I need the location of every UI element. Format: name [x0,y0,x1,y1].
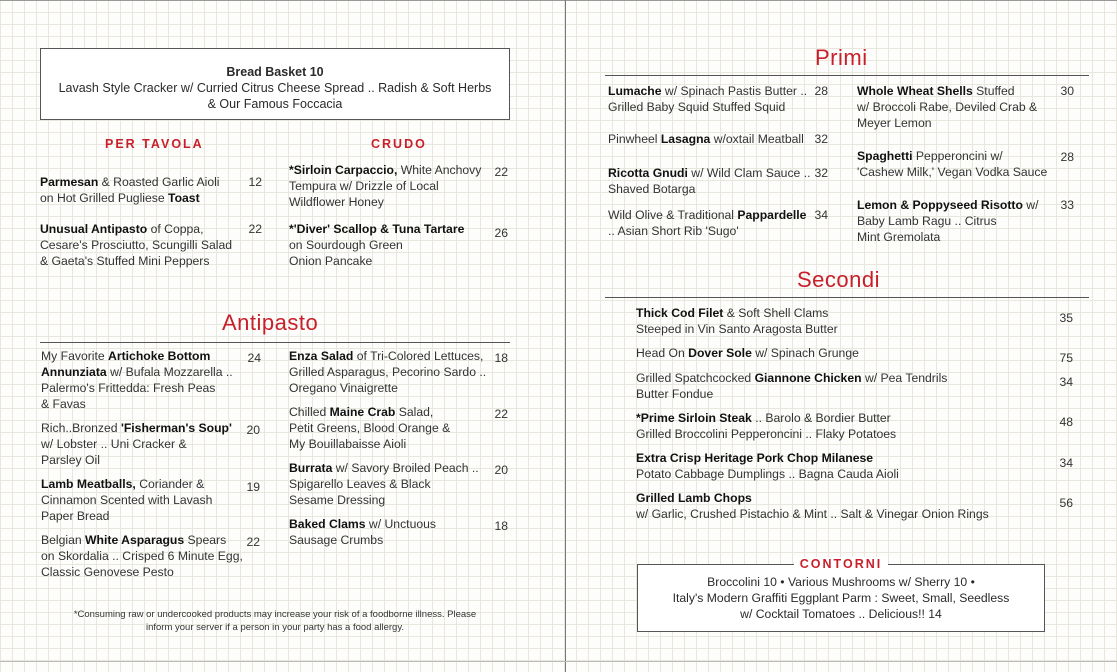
item-price: 22 [248,222,262,236]
bottom-rule [0,661,1117,662]
bread-basket-title: Bread Basket 10 [226,65,324,79]
menu-item [636,490,1036,522]
item-name: Lumache [608,84,662,98]
contorni-heading: CONTORNI [794,557,888,571]
item-desc: Tempura w/ Drizzle of Local [289,179,439,193]
menu-item [608,131,818,147]
item-desc: Sesame Dressing [289,493,386,507]
item-name: White Asparagus [85,533,185,547]
item-desc: Baby Lamb Ragu .. Citrus [857,214,997,228]
contorni-heading-wrap [638,556,1044,572]
item-desc: My Bouillabaisse Aioli [289,437,407,451]
menu-item [40,174,245,206]
divider [40,342,510,343]
item-name: Lamb Meatballs, [41,477,136,491]
item-name: Ricotta Gnudi [608,166,688,180]
item-desc: Belgian [41,533,86,547]
item-name: Giannone Chicken [754,371,862,385]
item-price: 56 [1059,496,1073,510]
item-desc: Spears [184,533,227,547]
menu-item [41,476,246,524]
item-desc: Salad, [395,405,434,419]
item-desc: w/ Wild Clam Sauce .. [687,166,811,180]
item-desc: Mint Gremolata [857,230,941,244]
item-desc: of Tri-Colored Lettuces, [353,349,484,363]
item-name: Baked Clams [289,517,366,531]
item-price: 18 [494,519,508,533]
contorni-line: w/ Cocktail Tomatoes .. Delicious!! 14 [740,607,942,621]
menu-item [40,221,245,269]
item-desc: on Hot Grilled Pugliese [40,191,169,205]
allergy-footnote [40,608,510,634]
menu-item [608,165,813,197]
item-name: Parmesan [40,175,99,189]
item-price: 20 [494,463,508,477]
item-desc: Petit Greens, Blood Orange & [289,421,451,435]
item-desc: Steeped in Vin Santo Aragosta Butter [636,322,838,336]
menu-item [608,207,818,239]
item-desc: Pepperoncini w/ [912,149,1003,163]
item-desc-bold: Toast [168,191,200,205]
item-price: 28 [814,84,828,98]
item-name: Lasagna [660,132,711,146]
item-desc: Meyer Lemon [857,116,932,130]
menu-item [289,404,494,452]
antipasto-heading: Antipasto [222,310,319,335]
item-desc: w/ Garlic, Crushed Pistachio & Mint .. Salt & Vinegar Onion Rings [636,507,989,521]
item-desc: Grilled Baby Squid Stuffed Squid [608,100,786,114]
item-name: Artichoke Bottom [108,349,211,363]
item-desc: Parsley Oil [41,453,100,467]
item-price: 33 [1060,198,1074,212]
menu-item [608,83,813,115]
item-desc: Wildflower Honey [289,195,384,209]
bread-basket-desc: & Our Famous Foccacia [207,97,343,111]
menu-item [289,162,489,210]
item-name: Pappardelle [737,208,807,222]
item-name: Spaghetti [857,149,913,163]
contorni-box [637,557,1045,632]
item-desc: Pinwheel [608,132,661,146]
item-desc: & Favas [41,397,86,411]
item-price: 30 [1060,84,1074,98]
item-price: 34 [814,208,828,222]
item-desc: & Roasted Garlic Aioli [98,175,220,189]
item-desc: Stuffed [972,84,1015,98]
item-desc: Coriander & [135,477,205,491]
item-desc: w/ Savory Broiled Peach .. [332,461,479,475]
item-price: 32 [814,166,828,180]
per-tavola-heading: PER TAVOLA [105,137,204,151]
crudo-heading: CRUDO [371,137,427,151]
item-desc: w/oxtail Meatball [710,132,804,146]
item-name: Whole Wheat Shells [857,84,973,98]
item-name: *Prime Sirloin Steak [636,411,752,425]
item-desc: Wild Olive & Traditional [608,208,738,222]
primi-heading: Primi [815,45,868,70]
item-name: Annunziata [41,365,107,379]
item-desc: Grilled Spatchcocked [636,371,755,385]
item-name: *'Diver' Scallop & Tuna Tartare [289,222,465,236]
item-desc: Chilled [289,405,330,419]
menu-item [636,345,1026,361]
item-name: Lemon & Poppyseed Risotto [857,198,1023,212]
secondi-heading: Secondi [797,267,881,292]
item-desc: Rich..Bronzed [41,421,121,435]
item-desc: w/ Unctuous [365,517,436,531]
item-name: Burrata [289,461,333,475]
item-desc: w/ Pea Tendrils [861,371,948,385]
item-name: *Sirloin Carpaccio, [289,163,398,177]
item-name: Dover Sole [688,346,752,360]
item-name: 'Fisherman's Soup' [120,421,232,435]
page-fold [565,0,566,672]
item-name: Thick Cod Filet [636,306,724,320]
item-price: 18 [494,351,508,365]
item-name: Grilled Lamb Chops [636,491,752,505]
item-price: 12 [248,175,262,189]
item-name: Extra Crisp Heritage Pork Chop Milanese [636,451,874,465]
footnote-line: inform your server if a person in your party has a food allergy. [145,622,405,633]
item-desc: My Favorite [41,349,109,363]
item-desc: Shaved Botarga [608,182,696,196]
menu-item [41,420,246,468]
item-desc: Sausage Crumbs [289,533,384,547]
footnote-line: *Consuming raw or undercooked products may increase your risk of a foodborne illness. Please [73,609,477,620]
menu-item [289,516,494,548]
item-desc: & Soft Shell Clams [723,306,829,320]
item-desc: w/ Bufala Mozzarella .. [106,365,233,379]
item-price: 35 [1059,311,1073,325]
item-desc: Spigarello Leaves & Black [289,477,431,491]
item-price: 22 [494,165,508,179]
item-desc: .. Asian Short Rib 'Sugo' [608,224,739,238]
item-desc: Cesare's Prosciutto, Scungilli Salad [40,238,233,252]
item-desc: on Skordalia .. Crisped 6 Minute Egg, [41,549,243,563]
item-price: 19 [246,480,260,494]
item-desc: w/ Spinach Pastis Butter .. [661,84,808,98]
menu-item [857,148,1052,180]
menu-item [41,348,246,412]
item-desc: & Gaeta's Stuffed Mini Peppers [40,254,210,268]
item-desc: w/ [1022,198,1039,212]
item-desc: Head On [636,346,689,360]
item-desc: White Anchovy [397,163,482,177]
contorni-line: Broccolini 10 • Various Mushrooms w/ Sherry 10 • [707,575,975,589]
bread-basket-box [40,48,510,120]
divider [605,297,1089,298]
top-rule [0,0,1117,1]
item-desc: Potato Cabbage Dumplings .. Bagna Cauda Aioli [636,467,899,481]
divider [605,75,1089,76]
menu-item [857,197,1052,245]
item-price: 26 [494,226,508,240]
item-name: Unusual Antipasto [40,222,148,236]
item-desc: Classic Genovese Pesto [41,565,174,579]
item-desc: Cinnamon Scented with Lavash [41,493,213,507]
menu-item [636,450,1026,482]
item-name: Maine Crab [329,405,396,419]
item-desc: Butter Fondue [636,387,714,401]
item-desc: .. Barolo & Bordier Butter [751,411,891,425]
menu-item [41,532,251,580]
item-price: 75 [1059,351,1073,365]
item-name: Enza Salad [289,349,354,363]
contorni-line: Italy's Modern Graffiti Eggplant Parm : Sweet, Small, Seedless [672,591,1010,605]
item-desc: on Sourdough Green [289,238,403,252]
item-price: 28 [1060,150,1074,164]
item-desc: Grilled Broccolini Pepperoncini .. Flaky Potatoes [636,427,897,441]
item-price: 22 [246,535,260,549]
item-price: 48 [1059,415,1073,429]
item-desc: Oregano Vinaigrette [289,381,398,395]
item-price: 32 [814,132,828,146]
item-price: 20 [246,423,260,437]
menu-item [636,370,1026,402]
menu-item [289,460,494,508]
item-desc: w/ Spinach Grunge [751,346,859,360]
item-price: 34 [1059,375,1073,389]
item-desc: Paper Bread [41,509,110,523]
item-desc: w/ Broccoli Rabe, Deviled Crab & [857,100,1038,114]
item-desc: Grilled Asparagus, Pecorino Sardo .. [289,365,487,379]
bread-basket-desc: Lavash Style Cracker w/ Curried Citrus Cheese Spread .. Radish & Soft Herbs [58,81,492,95]
menu-item [289,221,489,269]
item-desc: Palermo's Frittedda: Fresh Peas [41,381,216,395]
item-desc: of Coppa, [147,222,204,236]
item-desc: w/ Lobster .. Uni Cracker & [41,437,187,451]
item-price: 24 [247,351,261,365]
menu-item [857,83,1052,131]
menu-item [289,348,494,396]
item-price: 22 [494,407,508,421]
item-price: 34 [1059,456,1073,470]
item-desc: 'Cashew Milk,' Vegan Vodka Sauce [857,165,1048,179]
item-desc: Onion Pancake [289,254,373,268]
menu-item [636,410,1026,442]
menu-item [636,305,1026,337]
